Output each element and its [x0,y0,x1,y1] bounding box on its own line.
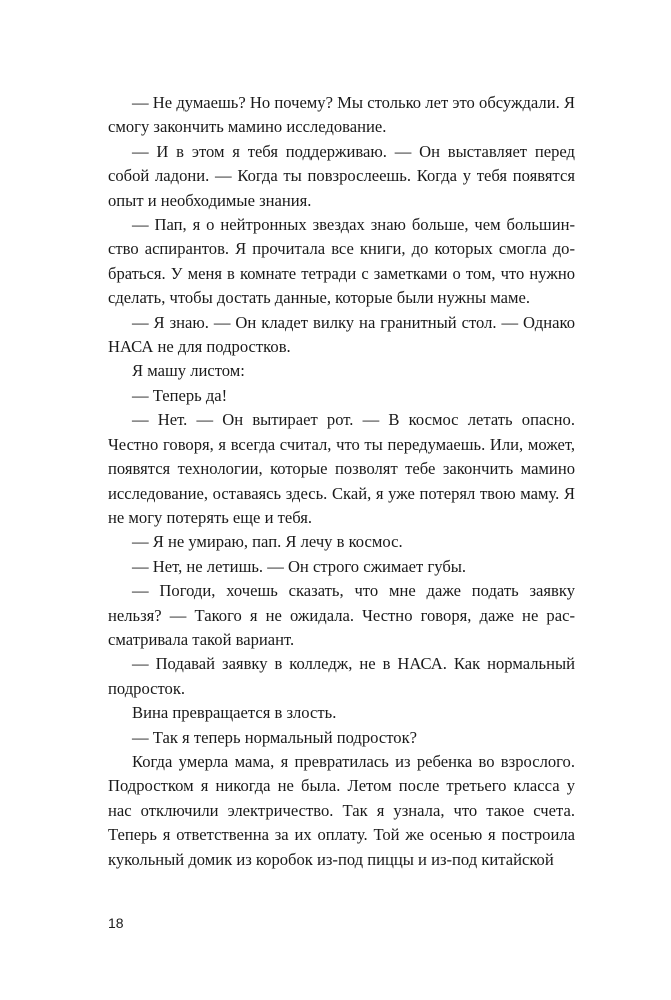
paragraph: — Нет, не летишь. — Он строго сжимает губы. [132,556,467,576]
page-number: 18 [108,915,124,931]
paragraph: — Я знаю. — Он кладет вилку на гранитный стол. — Однако НАСА не для подростков. [108,312,575,357]
paragraph: Я машу листом: [132,361,245,381]
paragraph: — Так я теперь нормальный подросток? [132,727,417,747]
paragraph: — И в этом я тебя поддерживаю. — Он выставляет перед собой ладони. — Когда ты повзрослеешь. Когда у тебя появятся опыт и необходимые знания. [108,141,575,210]
paragraph: Когда умерла мама, я превратилась из ребенка во взрослого. Подростком я никогда не была. Летом после третьего класса у нас отключили электричество. Так я узнала, что такое счета. Теперь я ответственна за их оплату. Той же осенью я построила кукольный домик из коробок из-под пиццы и из-под китайской [108,751,575,869]
body-text [108,91,575,872]
paragraph: — Подавай заявку в колледж, не в НАСА. Как нормальный подросток. [108,654,575,698]
paragraph: — Я не умираю, пап. Я лечу в космос. [132,532,403,552]
paragraph: Вина превращается в злость. [132,703,337,723]
paragraph: — Пап, я о нейтронных звездах знаю больше, чем большинство аспирантов. Я прочитала все книги, до которых смогла добраться. У меня в комнате тетради с заметками о том, что нужно сделать, чтобы достать данные, которые были нужны маме. [108,215,575,308]
paragraph: — Погоди, хочешь сказать, что мне даже подать заявку нельзя? — Такого я не ожидала. Честно говоря, даже не рассматривала такой вариант. [108,581,575,649]
paragraph: — Не думаешь? Но почему? Мы столько лет это обсуждали. Я смогу закончить мамино исследование. [108,93,575,137]
paragraph: — Теперь да! [132,385,228,405]
paragraph: — Нет. — Он вытирает рот. — В космос летать опасно. Честно говоря, я всегда считал, что ты передумаешь. Или, может, появятся технологии, которые позволят тебе закончить мамино исследование, оставаясь здесь. Скай, я уже потерял твою маму. Я не могу потерять еще и тебя. [108,410,575,527]
